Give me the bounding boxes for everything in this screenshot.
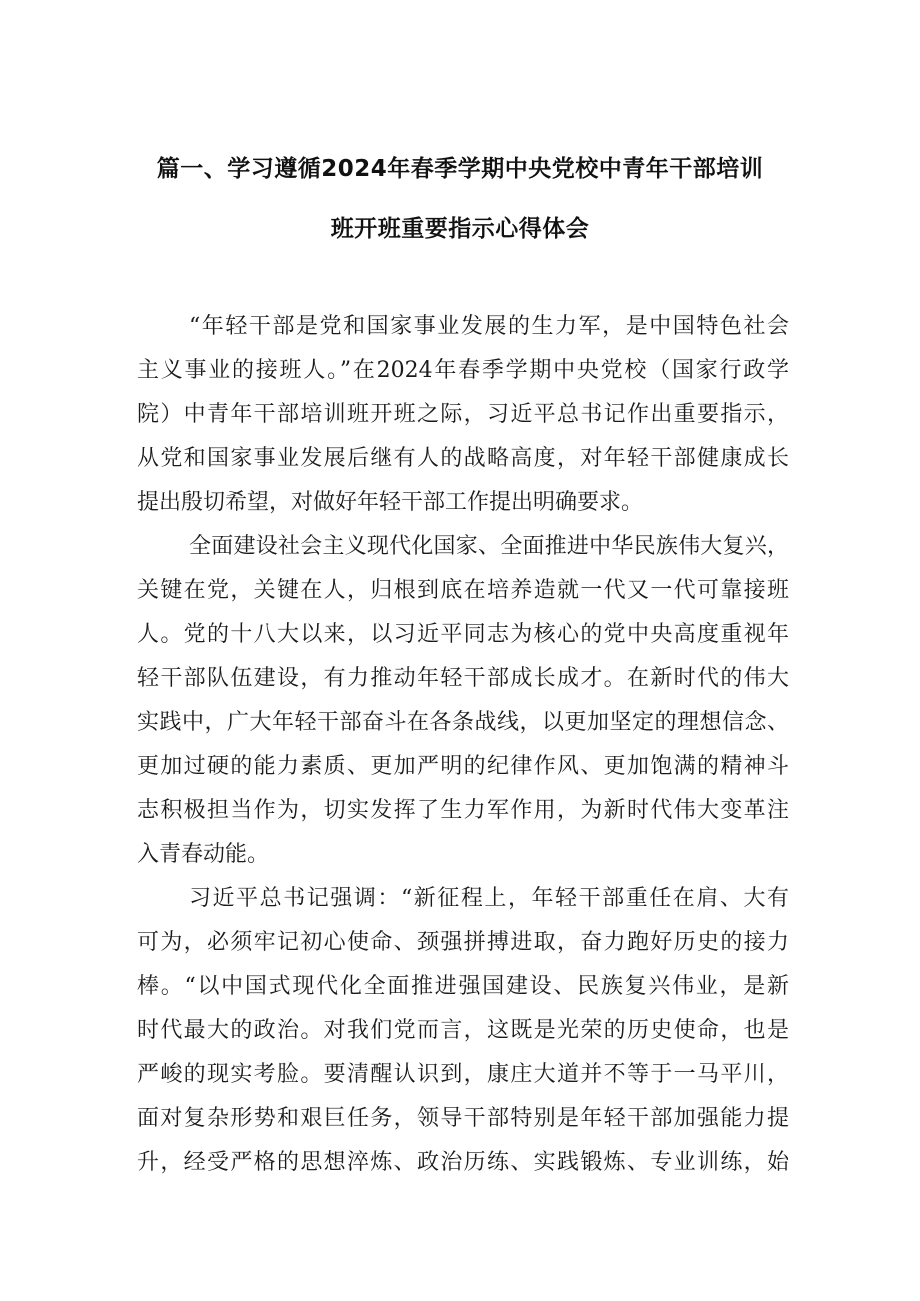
paragraph-3-line-4: 时代最大的政治。对我们党而言，这既是光荣的历史使命，也是	[137, 1018, 789, 1043]
document-title-line-1: 篇一、学习遵循2024年春季学期中央党校中青年干部培训	[156, 156, 764, 182]
paragraph-2-line-8: 入青春动能。	[137, 842, 270, 867]
paragraph-3-line-2: 可为，必须牢记初心使命、颈强拼搏进取，奋力跑好历史的接力	[137, 930, 789, 955]
paragraph-2-line-1: 全面建设社会主义现代化国家、全面推进中华民族伟大复兴，	[189, 534, 789, 559]
paragraph-1-line-5: 提出殷切希望，对做好年轻干部工作提出明确要求。	[137, 490, 644, 515]
paragraph-2-line-6: 更加过硬的能力素质、更加严明的纪律作风、更加饱满的精神斗	[137, 754, 789, 779]
paragraph-3-line-5: 严峻的现实考脸。要清醒认识到，康庄大道并不等于一马平川，	[137, 1062, 789, 1087]
paragraph-2-line-3: 人。党的十八大以来，以习近平同志为核心的党中央高度重视年	[137, 622, 789, 647]
paragraph-3-line-7: 升，经受严格的思想淬炼、政治历练、实践锻炼、专业训练，始	[137, 1150, 789, 1175]
paragraph-2-line-5: 实践中，广大年轻干部奋斗在各条战线，以更加坚定的理想信念、	[137, 710, 789, 735]
paragraph-1-line-2: 主义事业的接班人。”在2024年春季学期中央党校（国家行政学	[137, 358, 789, 383]
paragraph-2-line-2: 关键在党，关键在人，归根到底在培养造就一代又一代可靠接班	[137, 578, 789, 603]
document-title-line-2: 班开班重要指示心得体会	[330, 216, 590, 242]
paragraph-1-line-1: “年轻干部是党和国家事业发展的生力军，是中国特色社会	[189, 314, 789, 339]
paragraph-2-line-7: 志积极担当作为，切实发挥了生力军作用，为新时代伟大变革注	[137, 798, 789, 823]
paragraph-3-line-3: 棒。“以中国式现代化全面推进强国建设、民族复兴伟业，是新	[137, 974, 789, 999]
paragraph-2-line-4: 轻干部队伍建设，有力推动年轻干部成长成才。在新时代的伟大	[137, 666, 789, 691]
paragraph-1-line-3: 院）中青年干部培训班开班之际，习近平总书记作出重要指示，	[137, 402, 789, 427]
paragraph-3-line-1: 习近平总书记强调：“新征程上，年轻干部重任在肩、大有	[189, 886, 789, 911]
paragraph-3-line-6: 面对复杂形势和艰巨任务，领导干部特别是年轻干部加强能力提	[137, 1106, 789, 1131]
paragraph-1-line-4: 从党和国家事业发展后继有人的战略高度，对年轻干部健康成长	[137, 446, 789, 471]
